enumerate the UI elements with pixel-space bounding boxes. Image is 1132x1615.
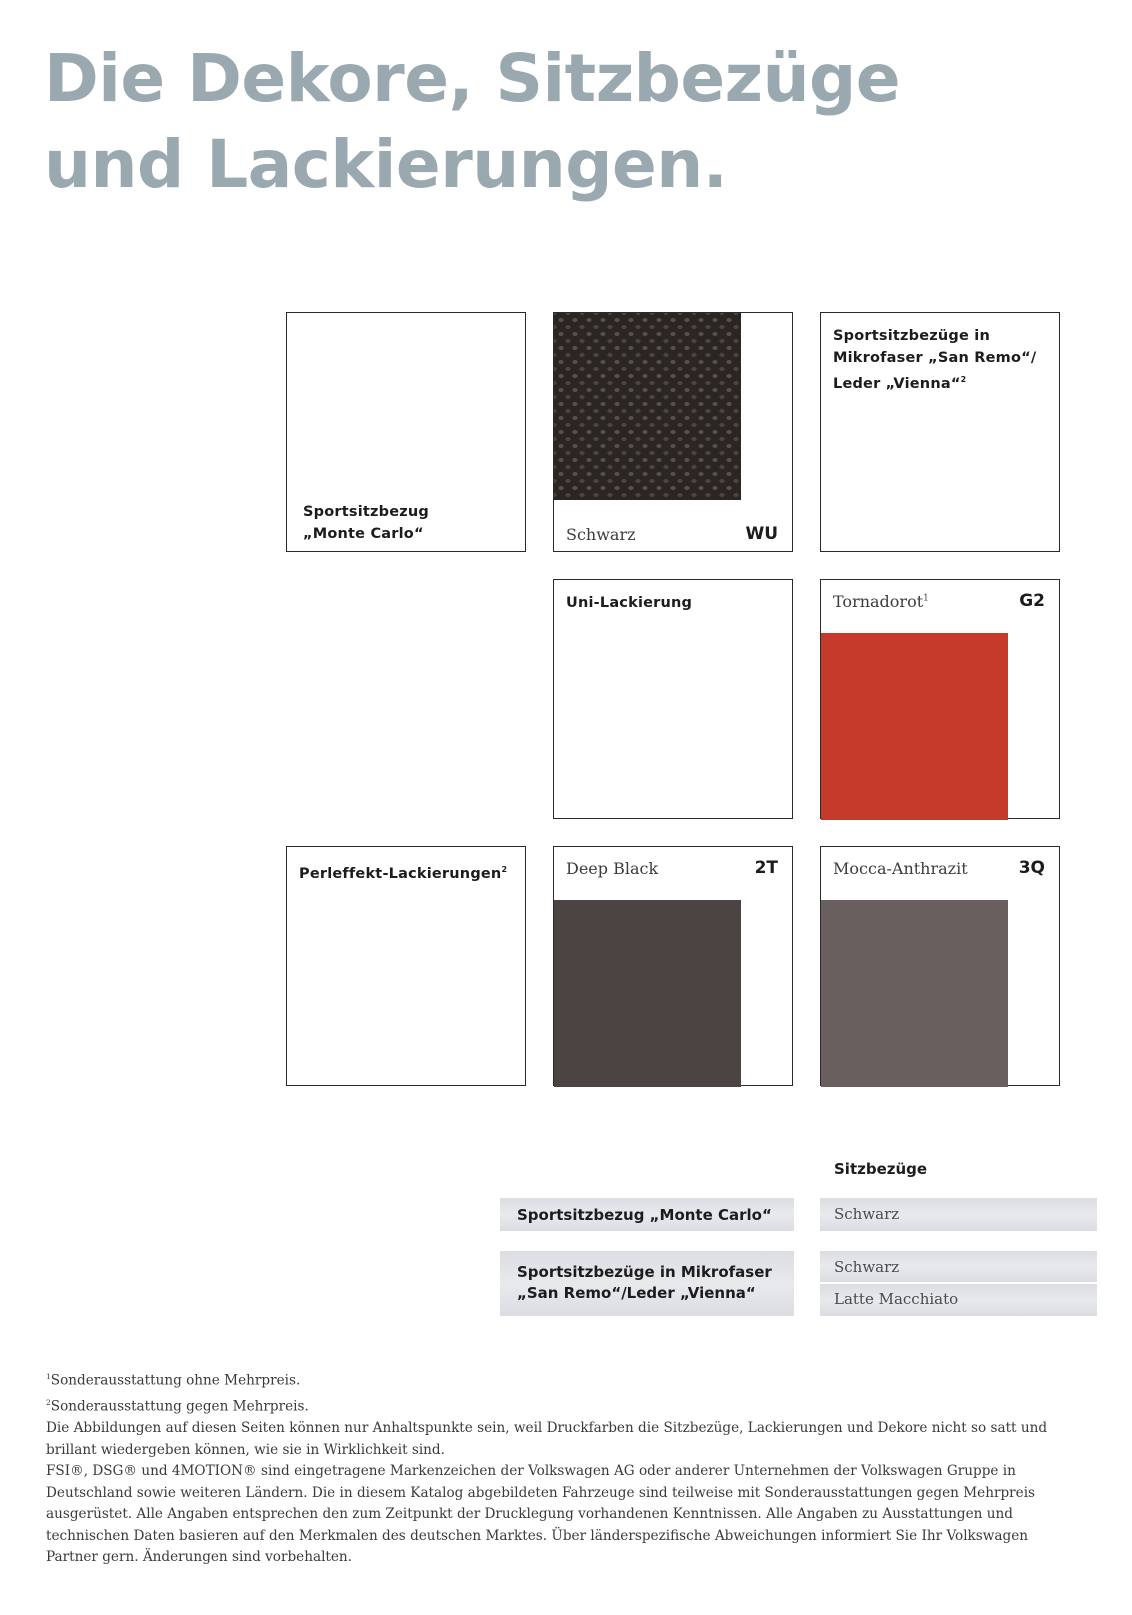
footnote-2-text: Sonderausstattung gegen Mehrpreis. bbox=[50, 1398, 309, 1415]
footnote-1 bbox=[46, 1366, 1076, 1392]
disclaimer-print-colors: Die Abbildungen auf diesen Seiten können nur Anhaltspunkte sein, weil Druckfarben die Sitzbezüge, Lackierungen und Dekore nicht so satt und brillant wiedergeben können, wie sie in Wirklichkeit sind. bbox=[46, 1420, 1048, 1458]
card-schwarz-name: Schwarz bbox=[566, 525, 636, 544]
card-san-remo-label bbox=[833, 325, 1036, 395]
card-monte-carlo bbox=[286, 312, 526, 552]
card-monte-carlo-label bbox=[303, 501, 429, 545]
seat-table-header: Sitzbezüge bbox=[834, 1160, 928, 1178]
seat-row-2-label-line1: Sportsitzbezüge in Mikrofaser bbox=[517, 1263, 772, 1281]
color-swatch-deep-black bbox=[554, 900, 741, 1087]
card-mocca-code: 3Q bbox=[1018, 858, 1045, 878]
card-tornadorot-code: G2 bbox=[1019, 591, 1045, 611]
card-san-remo-line2: Mikrofaser „San Remo“/ bbox=[833, 350, 1037, 366]
footnote-1-marker: 1 bbox=[46, 1372, 51, 1381]
footnote-2-marker: 2 bbox=[46, 1398, 51, 1408]
card-perleffekt bbox=[286, 846, 526, 1086]
card-tornadorot bbox=[820, 579, 1060, 819]
card-schwarz-code: WU bbox=[745, 524, 778, 544]
seat-row-1-label: Sportsitzbezug „Monte Carlo“ bbox=[517, 1206, 772, 1224]
seat-row-2-value-1: Schwarz bbox=[834, 1258, 900, 1276]
card-san-remo-line3 bbox=[833, 369, 1036, 395]
footnotes bbox=[46, 1366, 1076, 1569]
seat-row-1-label-bar bbox=[500, 1198, 794, 1231]
card-tornadorot-sup: 1 bbox=[923, 593, 929, 604]
seat-row-2-label-bar bbox=[500, 1251, 794, 1316]
card-uni-lackierung bbox=[553, 579, 793, 819]
color-swatch-mocca-anthrazit bbox=[821, 900, 1008, 1087]
title-line-1: Die Dekore, Sitzbezüge bbox=[44, 40, 901, 117]
footnote-1-text: Sonderausstattung ohne Mehrpreis. bbox=[50, 1372, 301, 1389]
card-san-remo-line3-text: Leder „Vienna“ bbox=[833, 375, 961, 392]
card-san-remo-sup: 2 bbox=[960, 375, 967, 384]
card-schwarz bbox=[553, 312, 793, 552]
card-tornadorot-name bbox=[833, 592, 929, 611]
seat-row-2-value-bar-2 bbox=[820, 1284, 1097, 1316]
title-line-2: und Lackierungen. bbox=[44, 126, 728, 203]
footnote-2 bbox=[46, 1392, 1076, 1418]
card-mocca-anthrazit bbox=[820, 846, 1060, 1086]
card-uni-label: Uni-Lackierung bbox=[566, 595, 693, 611]
seat-row-2-label-line2: „San Remo“/Leder „Vienna“ bbox=[517, 1284, 756, 1302]
card-perleffekt-text: Perleffekt-Lackierungen bbox=[299, 865, 502, 882]
card-monte-carlo-line2: „Monte Carlo“ bbox=[303, 526, 424, 542]
card-san-remo bbox=[820, 312, 1060, 552]
card-perleffekt-label bbox=[299, 859, 507, 885]
seat-row-1-value-1: Schwarz bbox=[834, 1205, 900, 1223]
card-tornadorot-name-text: Tornadorot bbox=[833, 592, 924, 611]
card-monte-carlo-line1: Sportsitzbezug bbox=[303, 504, 429, 520]
card-perleffekt-sup: 2 bbox=[501, 865, 508, 874]
seat-row-2-label bbox=[517, 1262, 772, 1304]
color-swatch-tornadorot bbox=[821, 633, 1008, 820]
card-mocca-name: Mocca-Anthrazit bbox=[833, 859, 968, 878]
fabric-swatch-schwarz bbox=[554, 313, 741, 500]
card-deep-black-name: Deep Black bbox=[566, 859, 659, 878]
card-deep-black bbox=[553, 846, 793, 1086]
seat-row-1-value-bar bbox=[820, 1198, 1097, 1231]
disclaimer-trademarks: FSI®, DSG® und 4MOTION® sind eingetragene Markenzeichen der Volkswagen AG oder anderer Unternehmen der Volkswagen Gruppe in Deutschland sowie weiteren Ländern. Die in diesem Katalog abgebildeten Fahrzeuge sind teilweise mit Sonderausstattungen gegen Mehrpreis ausgerüstet. Alle Angaben entsprechen den zum Zeitpunkt der Drucklegung vorhandenen Kenntnissen. Alle Angaben zu Ausstattungen und technischen Daten basieren auf den Merkmalen des deutschen Marktes. Über länderspezifische Abweichungen informiert Sie Ihr Volkswagen Partner gern. Änderungen sind vorbehalten. bbox=[46, 1463, 1036, 1566]
page-title bbox=[44, 36, 900, 208]
seat-row-2-value-bar-1 bbox=[820, 1251, 1097, 1282]
card-san-remo-line1: Sportsitzbezüge in bbox=[833, 328, 990, 344]
card-deep-black-code: 2T bbox=[754, 858, 778, 878]
seat-row-2-value-2: Latte Macchiato bbox=[834, 1290, 959, 1308]
